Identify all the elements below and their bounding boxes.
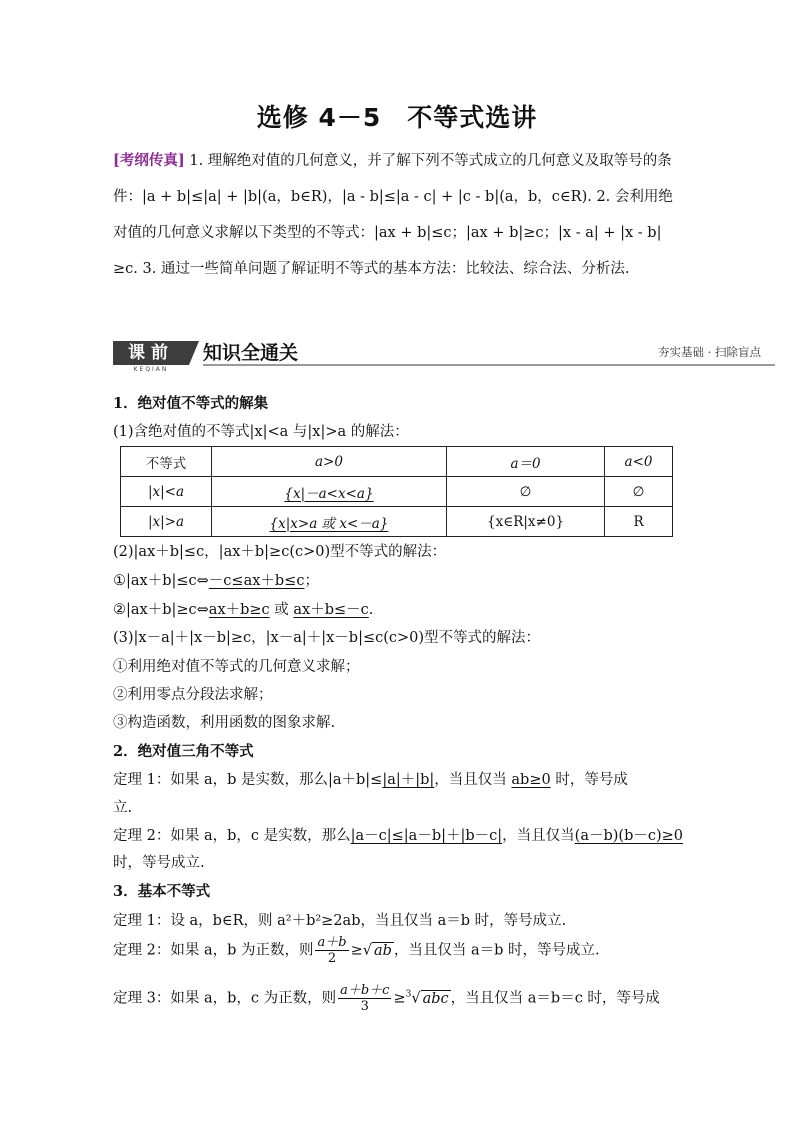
table-cell: ∅: [446, 477, 604, 507]
theorem-3-2: 定理 2：如果 a，b 为正数，则 $\frac{a+b}{2}$ ≥√ ab ，当且仅当 a＝b 时，等号成立.: [113, 935, 600, 966]
section-tile-pinyin: KEQIAN: [133, 366, 169, 373]
section-tile-corner: [189, 341, 199, 365]
method-item-1: [113, 569, 319, 590]
theorem-2-2-answer-a: |a－c|≤|a－b|＋|b－c|: [350, 828, 503, 844]
theorem-3-2-lead: 定理 2：如果 a，b 为正数，则: [113, 942, 314, 959]
table-header-row: [121, 447, 673, 477]
method-item-2-mid: 或: [269, 602, 294, 618]
relation-sign: ≥: [393, 990, 406, 1007]
method-item-2: [113, 598, 373, 619]
theorem-3-3-tail: ，当且仅当 a＝b＝c 时，等号成: [450, 990, 660, 1007]
theorem-2-1-mid: ，当且仅当: [434, 772, 512, 788]
heading-3: 3．基本不等式: [113, 883, 211, 900]
root-index: 3: [405, 989, 412, 1000]
solution-table: [120, 446, 673, 537]
syllabus-tag: [考纲传真]: [113, 152, 185, 169]
method-item-2-tail: .: [368, 602, 374, 618]
table-cell: {x|x>a 或 x<－a}: [211, 507, 446, 537]
section-title: 知识全通关: [203, 342, 299, 364]
theorem-2-2-lead: 定理 2：如果 a，b，c 是实数，那么: [113, 828, 351, 844]
theorem-2-1-line2: 立.: [113, 800, 133, 816]
theorem-2-1: [113, 768, 628, 789]
table-cell: R: [605, 507, 673, 537]
method-item-2-answer-a: ax＋b≥c: [208, 602, 270, 618]
section-rule: [203, 364, 775, 366]
theorem-2-2: [113, 824, 683, 845]
table-cell: {x∈R|x≠0}: [446, 507, 604, 537]
cube-root: abc: [422, 990, 449, 1007]
method-item-1-lead: ①|ax＋b|≤c⇔: [113, 573, 209, 589]
table-header-cell: a<0: [605, 447, 673, 477]
syllabus-paragraph: [113, 143, 683, 287]
heading-2: 2．绝对值三角不等式: [113, 743, 254, 760]
theorem-2-2-line2: 时，等号成立.: [113, 855, 205, 871]
theorem-3-2-tail: ，当且仅当 a＝b 时，等号成立.: [393, 942, 600, 959]
square-root: ab: [373, 942, 392, 959]
approach-2: ②利用零点分段法求解；: [113, 687, 273, 703]
heading-1: 1．绝对值不等式的解集: [113, 395, 269, 412]
theorem-2-1-tail: 时，等号成: [550, 772, 628, 788]
subsection-1-1: (1)含绝对值的不等式|x|<a 与|x|>a 的解法：: [113, 424, 409, 440]
approach-3: ③构造函数，利用函数的图象求解.: [113, 715, 336, 731]
table-cell: |x|>a: [121, 507, 212, 537]
table-row: [121, 477, 673, 507]
method-item-2-lead: ②|ax＋b|≥c⇔: [113, 602, 209, 618]
theorem-2-2-mid: ，当且仅当: [502, 828, 575, 844]
approach-1: ①利用绝对值不等式的几何意义求解；: [113, 659, 360, 675]
table-header-cell: 不等式: [121, 447, 212, 477]
theorem-2-1-answer-a: |a|＋|b|: [382, 772, 435, 788]
fraction: [315, 935, 348, 966]
theorem-2-1-lead: 定理 1：如果 a，b 是实数，那么|a＋b|≤: [113, 772, 383, 788]
theorem-3-3: 定理 3：如果 a，b，c 为正数，则 $\frac{a+b+c}{3}$ ≥$^3$√ abc ，当且仅当 a＝b＝c 时，等号成: [113, 983, 660, 1014]
section-tile: 课前: [113, 341, 189, 365]
method-item-2-answer-b: ax＋b≤－c: [293, 602, 369, 618]
fraction-numerator: a＋b: [317, 935, 347, 950]
method-item-1-answer: －c≤ax＋b≤c: [208, 573, 305, 589]
theorem-3-3-lead: 定理 3：如果 a，b，c 为正数，则: [113, 990, 337, 1007]
table-cell: |x|<a: [121, 477, 212, 507]
subsection-1-3: (3)|x－a|＋|x－b|≥c，|x－a|＋|x－b|≤c(c>0)型不等式的解法：: [113, 630, 541, 646]
subsection-1-2: (2)|ax＋b|≤c，|ax＋b|≥c(c>0)型不等式的解法：: [113, 544, 447, 560]
theorem-2-2-answer-b: (a－b)(b－c)≥0: [574, 828, 684, 844]
fraction-denominator: 3: [360, 999, 369, 1014]
page-title: 选修 4－5 不等式选讲: [256, 103, 538, 132]
theorem-3-1: 定理 1：设 a，b∈R，则 a²＋b²≥2ab，当且仅当 a＝b 时，等号成立.: [113, 913, 567, 929]
relation-sign: ≥: [350, 942, 363, 959]
table-header-cell: a>0: [211, 447, 446, 477]
fraction: [338, 983, 391, 1014]
section-header: [113, 338, 775, 374]
syllabus-text: 1. 理解绝对值的几何意义，并了解下列不等式成立的几何意义及取等号的条件：|a + b|≤|a| + |b|(a，b∈R)，|a - b|≤|a - c| + |c - b|(a，b，c∈R). 2. 会利用绝对值的几何意义求解以下类型的不等式：|ax + b|≤c；|ax + b|≥c；|x - a| + |x - b|≥c. 3. 通过一些简单问题了解证明不等式的基本方法：比较法、综合法、分析法.: [113, 153, 673, 277]
fraction-denominator: 2: [327, 951, 337, 966]
table-cell: ∅: [605, 477, 673, 507]
method-item-1-tail: ；: [304, 573, 319, 589]
table-cell: {x|－a<x<a}: [211, 477, 446, 507]
table-header-cell: a＝0: [446, 447, 604, 477]
table-row: [121, 507, 673, 537]
fraction-numerator: a＋b＋c: [340, 983, 390, 998]
section-motto: 夯实基础 · 扫除盲点: [658, 345, 761, 359]
theorem-2-1-answer-b: ab≥0: [511, 772, 551, 788]
